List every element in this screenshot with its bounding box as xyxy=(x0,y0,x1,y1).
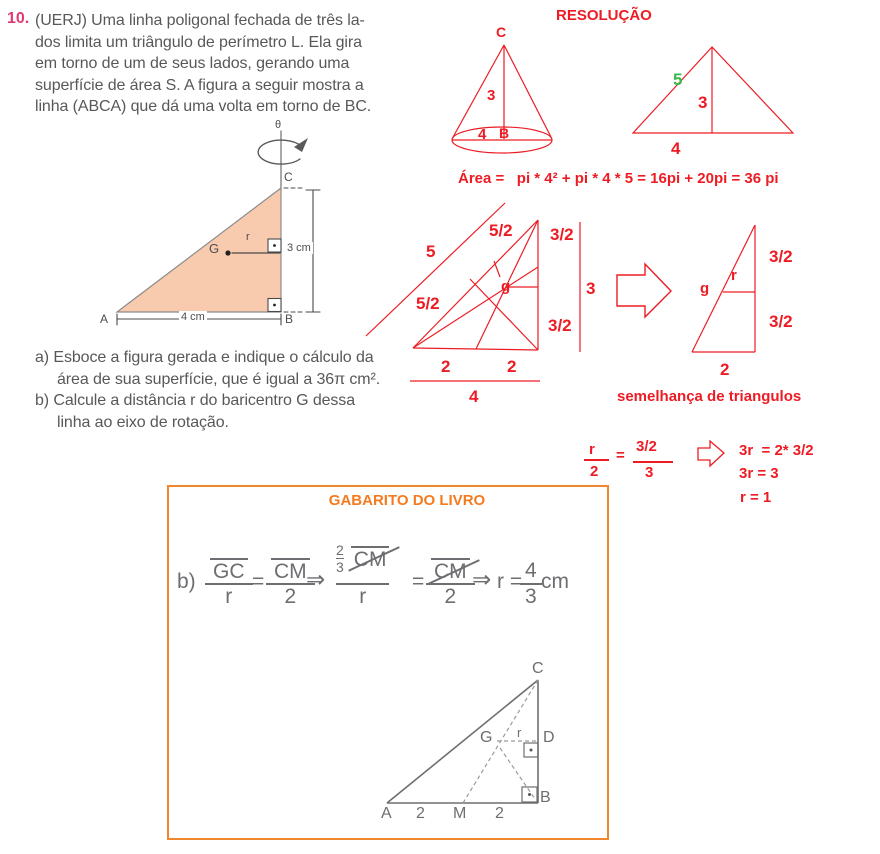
base-4-label: 4 xyxy=(671,139,681,158)
half-height-label: 3/2 xyxy=(769,247,793,266)
resolution-triangle xyxy=(633,47,793,133)
base-2-label: 2 xyxy=(720,360,730,379)
segment-2-label: 2 xyxy=(416,805,425,822)
proportion-bars xyxy=(584,460,673,462)
hypotenuse-length-line xyxy=(366,203,505,336)
r-equals: r = xyxy=(497,570,523,593)
vertex-a-label: A xyxy=(100,312,109,326)
resolution-title: RESOLUÇÃO xyxy=(556,7,652,24)
fraction-cm-2-struck: $\frac{CM}{2}$ xyxy=(426,556,475,612)
point-g xyxy=(225,250,230,255)
radius-r-label: r xyxy=(731,267,737,284)
cone-c-label: C xyxy=(496,24,507,40)
proportion-den: 2 xyxy=(590,463,599,480)
half-base-label: 2 xyxy=(507,357,517,376)
proportion-den: 3 xyxy=(645,464,654,481)
base-4-label: 4 xyxy=(469,387,479,406)
centroid-g-label: G xyxy=(209,241,220,256)
implies-arrow: ⇒ xyxy=(306,566,326,592)
item-b-label: b) xyxy=(177,570,196,593)
slant-5-label: 5 xyxy=(673,70,683,89)
area-formula: Área = pi * 4² + pi * 4 * 5 = 16pi + 20pi = 36 pi xyxy=(458,170,779,187)
proportion-num: 3/2 xyxy=(636,438,657,455)
equals-sign: = xyxy=(616,447,625,464)
struck-cm: CM xyxy=(351,546,390,571)
problem-line: em torno de um de seus lados, gerando uma xyxy=(35,55,350,72)
vertex-a-label: A xyxy=(381,805,392,822)
fraction-23cm-r: 2 3 CM r xyxy=(336,533,389,612)
theta-label: θ xyxy=(275,119,282,131)
radius-r-label: r xyxy=(517,725,522,740)
overline-gc: GC xyxy=(210,558,248,583)
rotation-arrowhead-icon xyxy=(294,138,308,152)
point-d-label: D xyxy=(543,729,555,746)
equals-sign: = xyxy=(252,570,265,593)
problem-line: (UERJ) Uma linha poligonal fechada de três la- xyxy=(35,12,365,29)
vertex-c-label: C xyxy=(532,660,544,677)
solution-step: r = 1 xyxy=(740,489,772,506)
half-hyp-label: 5/2 xyxy=(489,221,513,240)
proportion-num: r xyxy=(589,441,595,458)
half-height-label: 3/2 xyxy=(548,316,572,335)
vertex-c-label: C xyxy=(284,170,293,184)
item-a-line: a) Esboce a figura gerada e indique o cálculo da xyxy=(35,349,374,366)
fraction-cm-2: $\frac{CM}{2}$ xyxy=(266,556,315,612)
item-b-line: linha ao eixo de rotação. xyxy=(57,413,229,431)
problem-line: linha (ABCA) que dá uma volta em torno de BC. xyxy=(35,98,372,115)
centroid-g-label: G xyxy=(480,729,493,746)
item-b-line: b) Calcule a distância r do baricentro G dessa xyxy=(35,392,356,409)
small-fraction-2-3: 2 3 xyxy=(336,541,344,575)
vertex-b-label: B xyxy=(540,789,551,806)
solution-step: 3r = 2* 3/2 xyxy=(739,442,814,459)
half-base-label: 2 xyxy=(441,357,451,376)
cone-radius-label: 4 xyxy=(478,126,487,143)
unit-cm: cm xyxy=(541,570,569,593)
fraction-4-3: $\frac{4}{3}$ xyxy=(520,556,542,612)
problem-line: dos limita um triângulo de perímetro L. Ela gira xyxy=(35,33,362,51)
cone-b-label: B xyxy=(499,125,510,141)
half-hyp-label: 5/2 xyxy=(416,294,440,313)
fraction-gc-r: $\frac{GC}{r}$ xyxy=(205,556,253,612)
radius-r-label: r xyxy=(246,231,250,243)
half-height-label: 3/2 xyxy=(769,312,793,331)
implies-arrow: ⇒ xyxy=(472,566,492,592)
block-arrow-icon xyxy=(617,264,671,317)
medians-triangle xyxy=(366,203,580,381)
struck-cm: CM xyxy=(431,558,470,583)
book-figure xyxy=(117,131,320,325)
problem-number: 10. xyxy=(7,10,30,27)
midpoint-m-label: M xyxy=(453,805,467,822)
segment-2-label: 2 xyxy=(495,805,504,822)
height-3-label: 3 xyxy=(586,279,596,298)
equals-sign: = xyxy=(412,570,425,593)
rotation-arc xyxy=(258,140,301,164)
centroid-g-label: g xyxy=(700,280,710,297)
cone-height-label: 3 xyxy=(487,87,496,104)
dim-4cm-label: 4 cm xyxy=(181,311,205,323)
problem-line: superfície de área S. A figura a seguir mostra a xyxy=(35,76,364,94)
block-arrow-icon xyxy=(698,441,724,466)
hyp-5-label: 5 xyxy=(426,242,436,261)
height-3-label: 3 xyxy=(698,93,708,112)
solution-step: 3r = 3 xyxy=(739,465,779,482)
item-a-line: área de sua superfície, que é igual a 36π cm². xyxy=(57,370,381,388)
similarity-note: semelhança de triangulos xyxy=(617,388,802,405)
overline-cm: CM xyxy=(271,558,310,583)
half-height-label: 3/2 xyxy=(550,225,574,244)
dim-3cm-label: 3 cm xyxy=(287,242,311,254)
centroid-g-label: g xyxy=(501,278,511,295)
triangle-abc xyxy=(117,188,281,312)
vertex-b-label: B xyxy=(285,312,294,326)
gabarito-title: GABARITO DO LIVRO xyxy=(328,492,486,509)
